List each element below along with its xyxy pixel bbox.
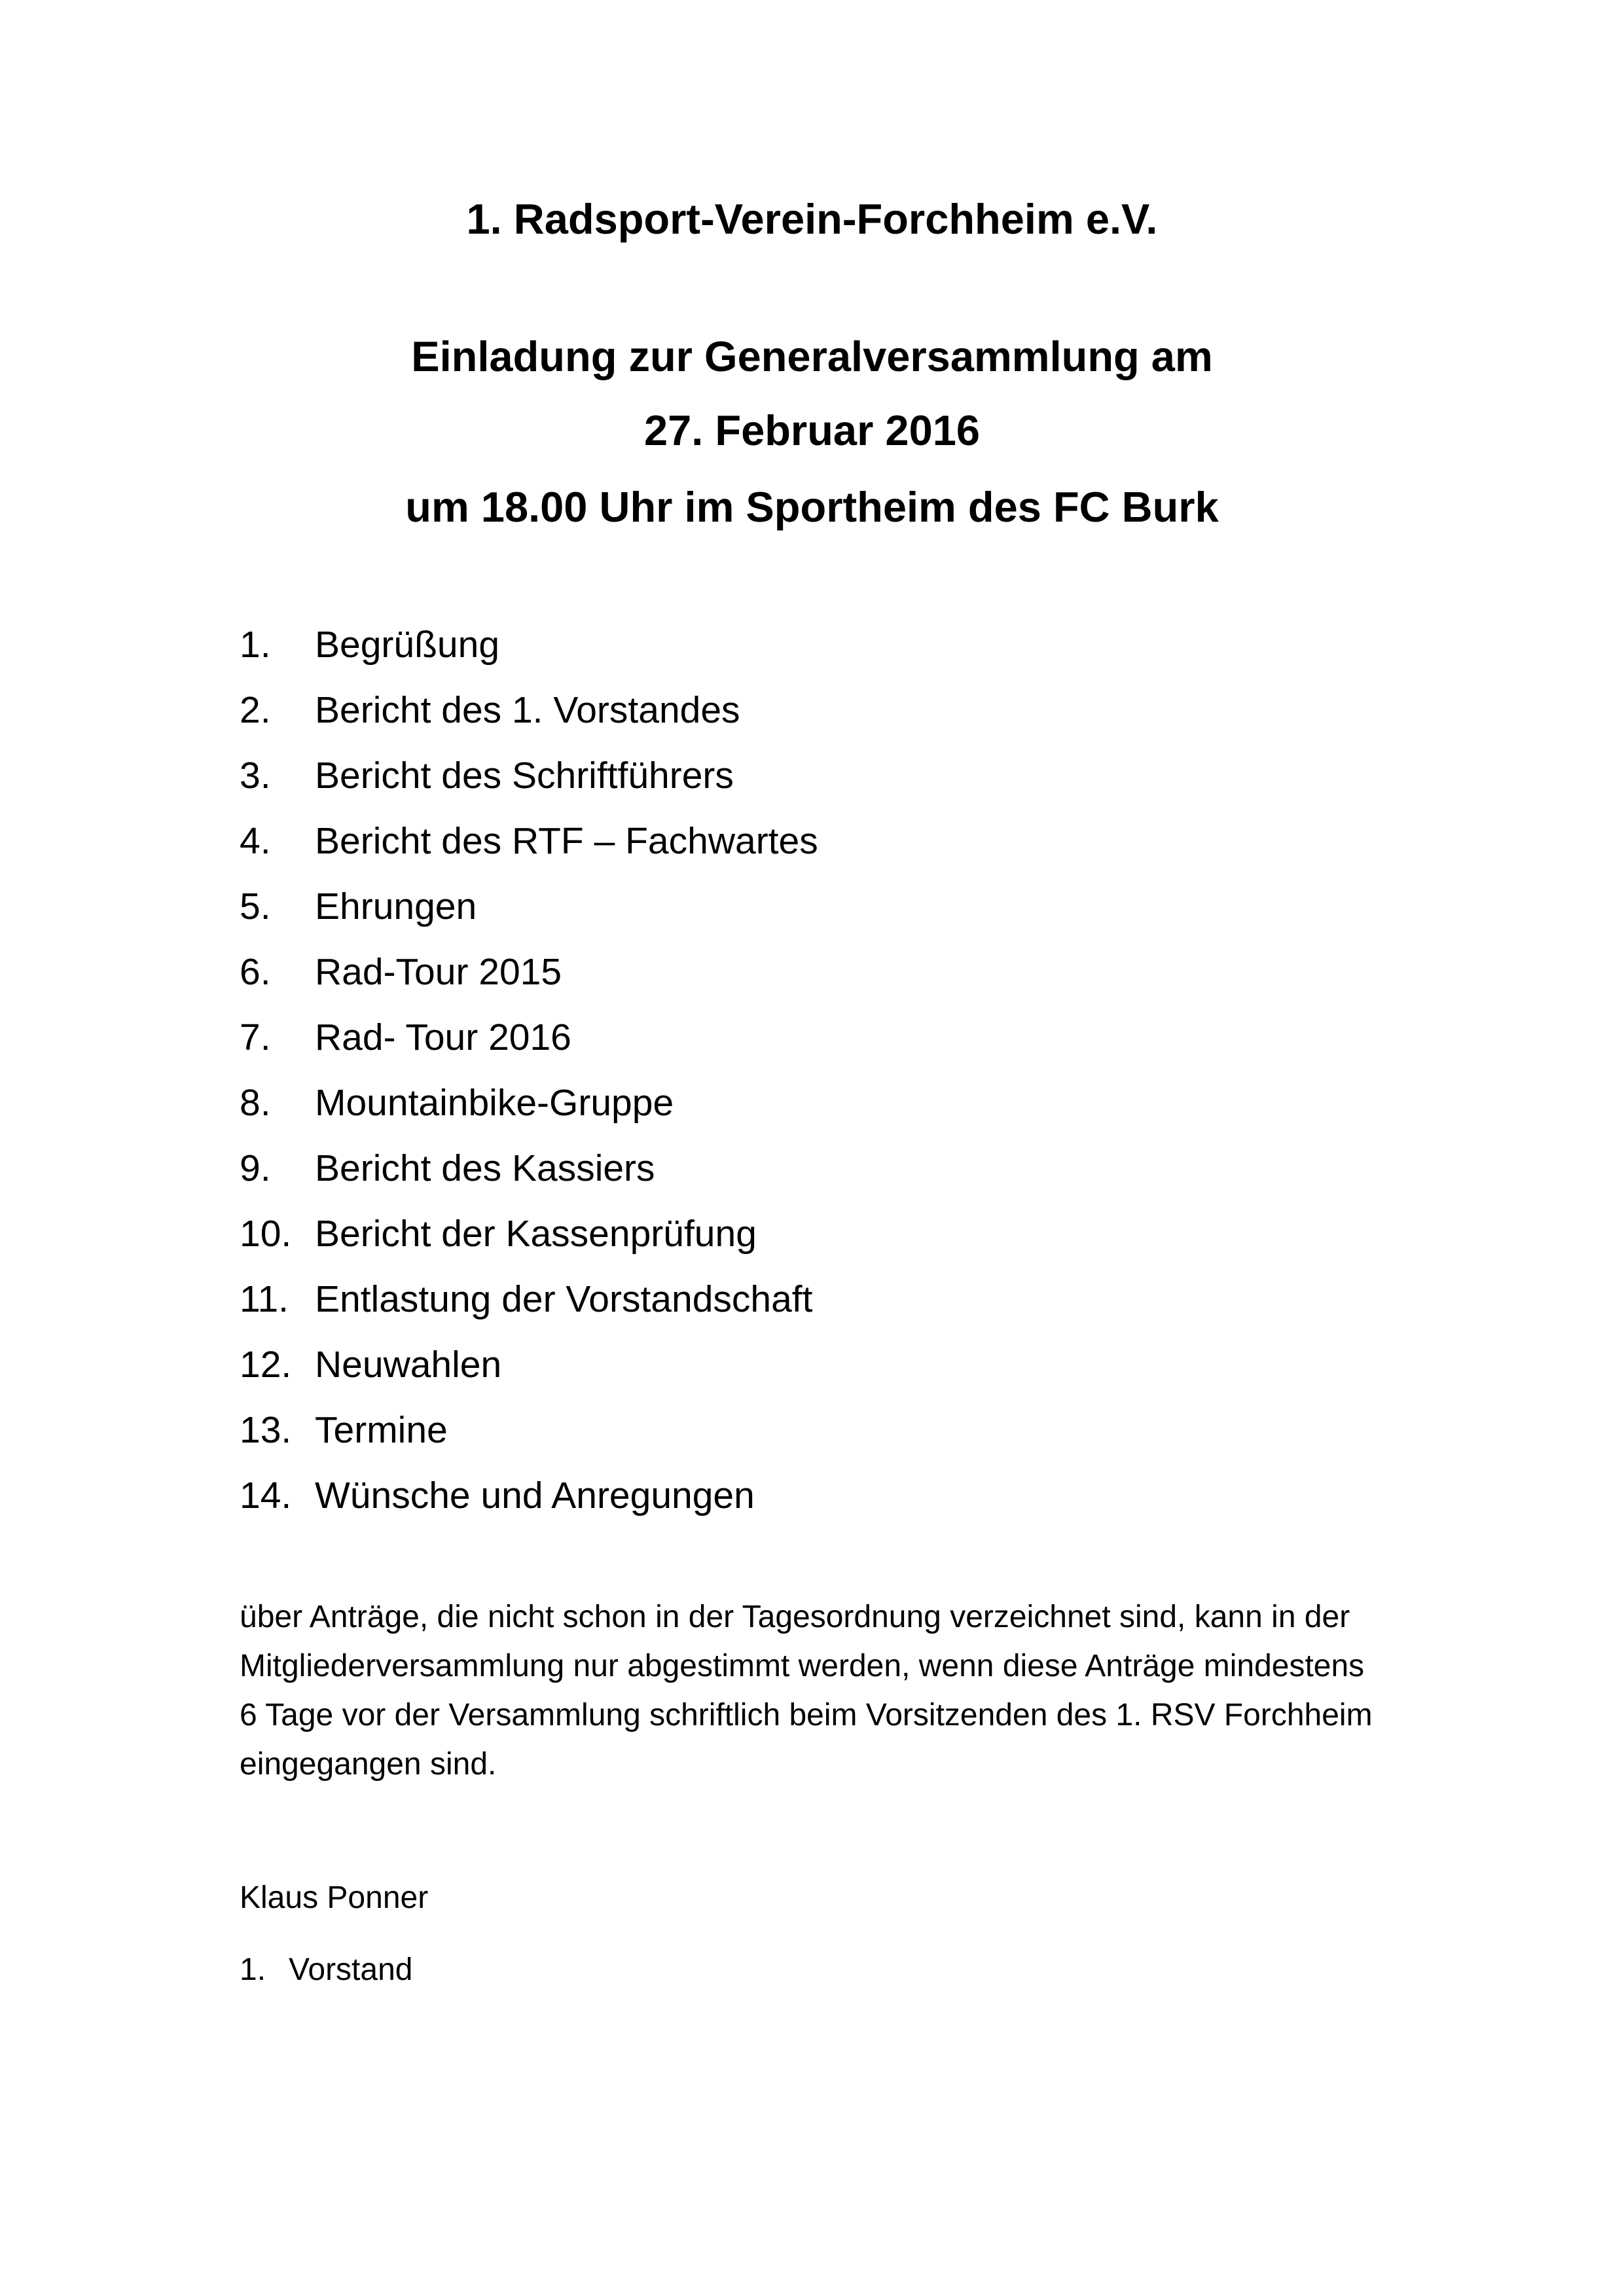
agenda-item-text: Bericht des Kassiers: [315, 1147, 655, 1189]
agenda-item-number: 3.: [240, 755, 271, 797]
agenda-item-text: Rad-Tour 2015: [315, 951, 562, 993]
agenda-item-text: Bericht der Kassenprüfung: [315, 1213, 757, 1255]
notice-line: über Anträge, die nicht schon in der Tagesordnung verzeichnet sind, kann in der: [240, 1600, 1350, 1634]
agenda-item-text: Ehrungen: [315, 886, 477, 927]
agenda-item-number: 9.: [240, 1147, 271, 1189]
notice-line: 6 Tage vor der Versammlung schriftlich beim Vorsitzenden des 1. RSV Forchheim: [240, 1698, 1373, 1732]
signer-name: Klaus Ponner: [240, 1880, 429, 1915]
motion-notice-paragraph: [240, 1592, 1483, 1789]
club-name-heading: 1. Radsport-Verein-Forchheim e.V.: [466, 195, 1158, 243]
agenda-item-text: Termine: [315, 1409, 448, 1451]
agenda-item-text: Bericht des Schriftführers: [315, 755, 734, 797]
agenda-item-text: Bericht des 1. Vorstandes: [315, 689, 740, 731]
agenda-item-number: 5.: [240, 886, 271, 927]
agenda-item-number: 6.: [240, 951, 271, 993]
signer-role: [240, 1945, 412, 1994]
agenda-item-text: Entlastung der Vorstandschaft: [315, 1278, 813, 1320]
agenda-item-text: Mountainbike-Gruppe: [315, 1082, 674, 1124]
agenda-item-text: Wünsche und Anregungen: [315, 1475, 755, 1516]
agenda-item-number: 12.: [240, 1344, 292, 1386]
meeting-date-heading: 27. Februar 2016: [643, 406, 981, 454]
agenda-item-number: 8.: [240, 1082, 271, 1124]
agenda-item-number: 4.: [240, 820, 271, 862]
signer-role-text: Vorstand: [289, 1952, 413, 1987]
agenda-item-text: Neuwahlen: [315, 1344, 502, 1386]
agenda-item-number: 1.: [240, 624, 271, 666]
agenda-item-number: 2.: [240, 689, 271, 731]
notice-line: Mitgliederversammlung nur abgestimmt werden, wenn diese Anträge mindestens: [240, 1649, 1365, 1683]
invitation-heading: Einladung zur Generalversammlung am: [411, 332, 1213, 380]
meeting-time-place-heading: um 18.00 Uhr im Sportheim des FC Burk: [405, 483, 1219, 531]
agenda-item-text: Rad- Tour 2016: [315, 1016, 571, 1058]
agenda-item-number: 13.: [240, 1409, 292, 1451]
signer-role-number: 1.: [240, 1952, 266, 1987]
agenda-item-text: Begrüßung: [315, 624, 500, 666]
notice-line: eingegangen sind.: [240, 1747, 497, 1782]
agenda-item-number: 10.: [240, 1213, 292, 1255]
agenda-item-number: 11.: [240, 1278, 289, 1320]
agenda-item-number: 7.: [240, 1016, 271, 1058]
agenda-item-text: Bericht des RTF – Fachwartes: [315, 820, 818, 862]
agenda-item-number: 14.: [240, 1475, 292, 1516]
